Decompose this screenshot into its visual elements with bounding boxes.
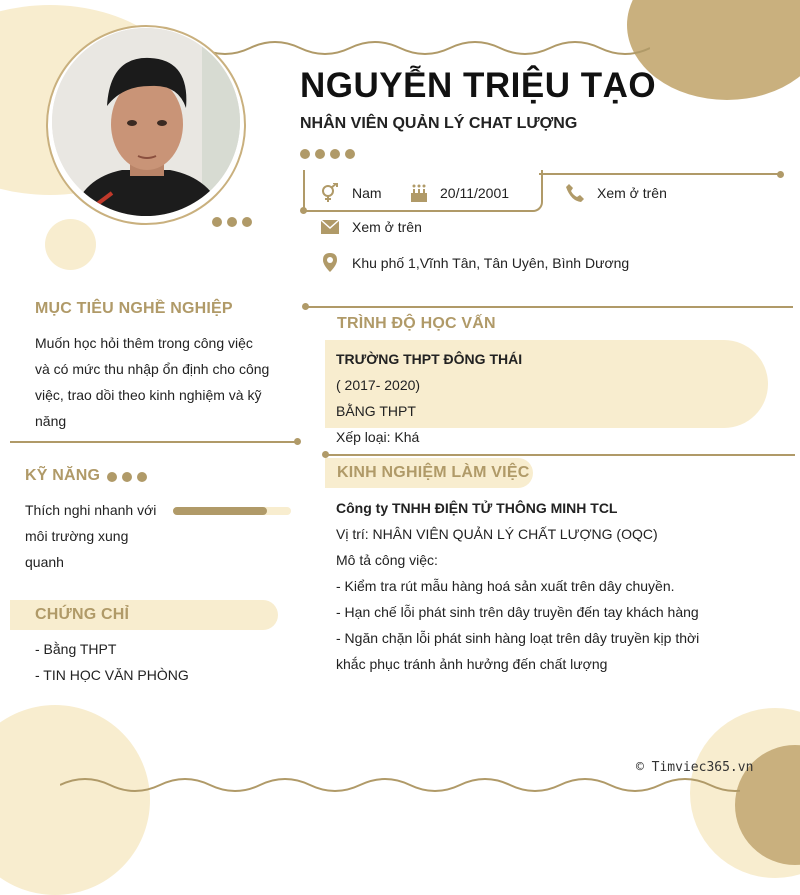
skill-bar-track	[173, 507, 291, 515]
objective-line: việc, trao dồi theo kinh nghiệm và kỹ	[35, 387, 262, 403]
experience-line: khắc phục tránh ảnh hưởng đến chất lượng	[336, 656, 608, 672]
bg-cream-blob-bottomleft	[0, 705, 150, 895]
birthday-value: 20/11/2001	[440, 185, 510, 201]
experience-knob	[322, 451, 329, 458]
education-title: TRÌNH ĐỘ HỌC VẤN	[337, 315, 496, 332]
experience-line: Vị trí: NHÂN VIÊN QUẢN LÝ CHẤT LƯỢNG (OQC)	[336, 526, 658, 542]
header-dots	[300, 146, 360, 164]
avatar	[52, 28, 240, 216]
education-knob	[302, 303, 309, 310]
mail-icon	[320, 219, 340, 235]
certificate-item: - Bằng THPT	[35, 641, 117, 657]
contact-knob-right	[777, 171, 784, 178]
skill-line: Thích nghi nhanh với	[25, 502, 157, 518]
skill-line: môi trường xung	[25, 528, 129, 544]
skill-item-label	[25, 497, 175, 575]
objective-title: MỤC TIÊU NGHỀ NGHIỆP	[35, 300, 233, 317]
experience-title: KINH NGHIỆM LÀM VIỆC	[337, 464, 530, 481]
candidate-name: NGUYỄN TRIỆU TẠO	[300, 66, 657, 105]
wave-top	[150, 28, 650, 58]
skill-line: quanh	[25, 554, 64, 570]
skills-title: KỸ NĂNG	[25, 467, 101, 484]
certificate-item: - TIN HỌC VĂN PHÒNG	[35, 667, 189, 683]
phone-icon	[565, 183, 585, 203]
bg-cream-circle-small	[45, 219, 96, 270]
certificates-title: CHỨNG CHỈ	[35, 606, 130, 623]
objective-divider	[10, 441, 297, 443]
address-row	[320, 252, 629, 274]
experience-top-line	[325, 454, 795, 456]
education-school: TRƯỜNG THPT ĐÔNG THÁI	[336, 351, 523, 367]
education-period: ( 2017- 2020)	[336, 377, 421, 393]
location-icon	[320, 252, 340, 274]
skills-dots	[107, 469, 152, 487]
avatar-dots	[212, 214, 257, 232]
objective-divider-knob	[294, 438, 301, 445]
certificates-list	[35, 636, 189, 688]
experience-line: - Kiểm tra rút mẫu hàng hoá sản xuất trên dây chuyền.	[336, 578, 675, 594]
birthday-row	[410, 183, 509, 203]
phone-row	[565, 183, 667, 203]
skill-bar-fill	[173, 507, 267, 515]
objective-line: Muốn học hỏi thêm trong công việc	[35, 335, 253, 351]
job-title: NHÂN VIÊN QUẢN LÝ CHAT LƯỢNG	[300, 115, 578, 132]
education-rank: Xếp loại: Khá	[336, 429, 420, 445]
phone-value: Xem ở trên	[597, 185, 667, 201]
contact-frame-right	[539, 173, 781, 175]
education-top-line	[305, 306, 793, 308]
watermark: © Timviec365.vn	[636, 760, 754, 775]
email-row	[320, 219, 422, 235]
experience-body	[336, 495, 699, 677]
contact-knob-left	[300, 207, 307, 214]
gender-row	[320, 183, 382, 203]
experience-line: - Ngăn chặn lỗi phát sinh hàng loạt trên dây truyền kịp thời	[336, 630, 700, 646]
education-degree: BẰNG THPT	[336, 403, 416, 419]
email-value: Xem ở trên	[352, 219, 422, 235]
gender-value: Nam	[352, 185, 382, 201]
cake-icon	[410, 183, 428, 203]
gender-icon	[320, 183, 340, 203]
objective-line: và có mức thu nhập ổn định cho công	[35, 361, 270, 377]
experience-company: Công ty TNHH ĐIỆN TỬ THÔNG MINH TCL	[336, 500, 618, 516]
objective-text	[35, 330, 275, 434]
experience-line: Mô tả công việc:	[336, 552, 438, 568]
education-body	[336, 346, 522, 450]
address-value: Khu phố 1,Vĩnh Tân, Tân Uyên, Bình Dương	[352, 255, 630, 271]
experience-line: - Hạn chế lỗi phát sinh trên dây truyền đến tay khách hàng	[336, 604, 699, 620]
objective-line: năng	[35, 413, 67, 429]
